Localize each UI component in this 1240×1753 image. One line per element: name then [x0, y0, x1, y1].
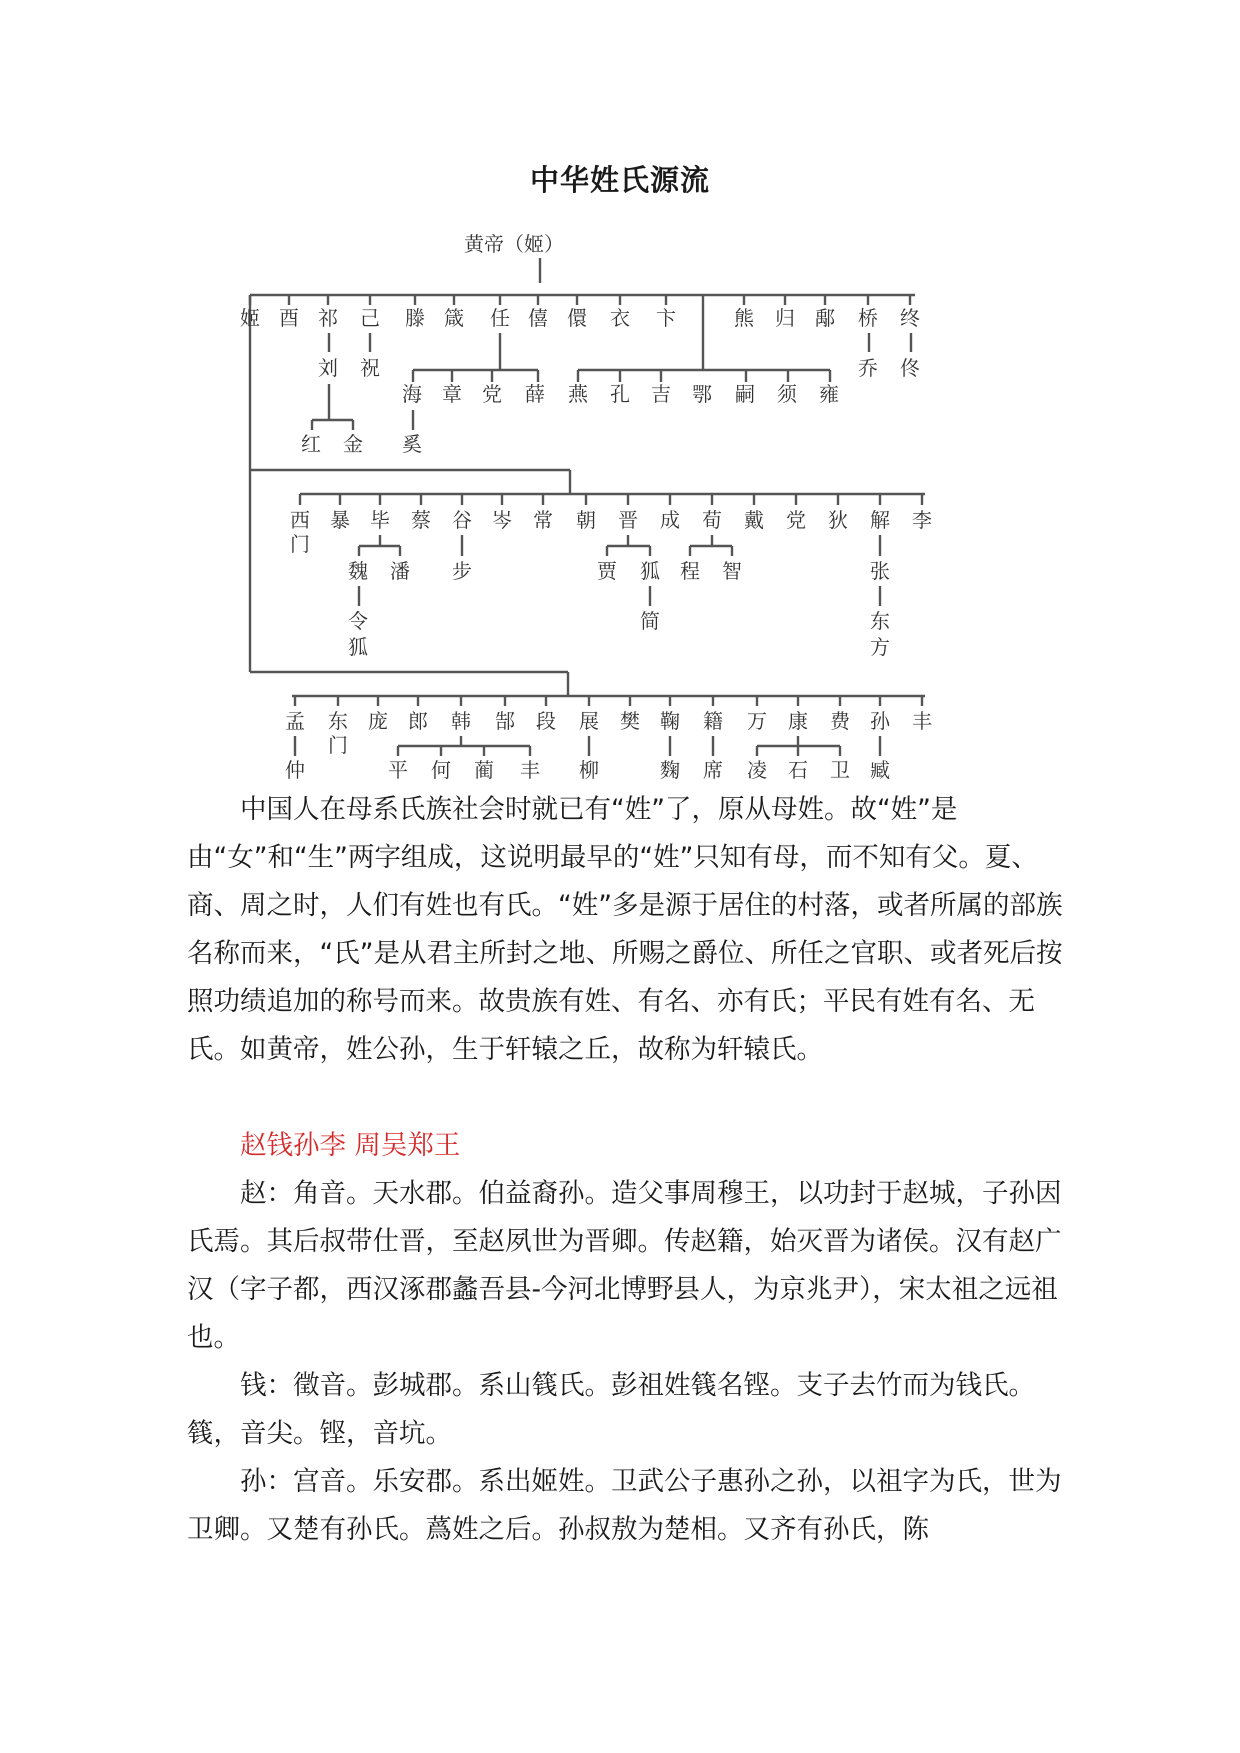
surname: 韩	[451, 709, 471, 733]
surname: 谷	[452, 508, 472, 532]
surname: 席	[703, 758, 723, 780]
surname: 万	[747, 709, 767, 733]
surname: 戴	[744, 508, 764, 532]
surname: 步	[452, 559, 472, 583]
surname: 毕	[370, 508, 390, 532]
surname: 熊	[734, 306, 754, 330]
surname: 丰	[520, 758, 540, 780]
row1-surnames	[240, 306, 920, 330]
surname: 卫	[830, 758, 850, 780]
surname: 狄	[828, 508, 848, 532]
surname: 成	[660, 508, 680, 532]
surname: 儇	[567, 306, 587, 330]
surname: 须	[777, 382, 797, 406]
surname: 孟	[285, 709, 305, 733]
surname: 党	[786, 508, 806, 532]
surname: 金	[343, 432, 363, 456]
surname: 郜	[495, 709, 515, 733]
surname: 桥	[858, 306, 878, 330]
surname: 贾	[597, 559, 617, 583]
surname: 狐	[640, 559, 660, 583]
surname: 刘	[318, 356, 338, 380]
surname: 常	[533, 508, 553, 532]
surname: 暴	[330, 508, 350, 532]
paragraph-zhao: 赵：角音。天水郡。伯益裔孙。造父事周穆王，以功封于赵城，子孙因氏焉。其后叔带仕晋，至赵夙世为晋卿。传赵籍，始灭晋为诸侯。汉有赵广汉（字子都，西汉涿郡蠡吾县-今河北博野县人，为京兆尹），宋太祖之远祖也。	[187, 1178, 1062, 1353]
row2-surnames	[290, 508, 932, 556]
surname: 康	[788, 709, 808, 733]
surname: 僖	[528, 306, 548, 330]
surname: 樊	[620, 709, 640, 733]
surname: 蔡	[411, 508, 431, 532]
surname: 雍	[819, 382, 839, 406]
surname: 门	[290, 532, 310, 556]
paragraph-sun: 孙：宫音。乐安郡。系出姬姓。卫武公子惠孙之孙，以祖字为氏，世为卫卿。又楚有孙氏。蔿姓之后。孙叔敖为楚相。又齐有孙氏，陈	[187, 1466, 1062, 1545]
surname: 智	[722, 559, 742, 583]
surname: 丰	[912, 709, 932, 733]
surname: 门	[328, 733, 348, 757]
surname: 滕	[405, 306, 425, 330]
row3b-surnames	[285, 758, 890, 780]
surname: 西	[290, 508, 310, 532]
intro-paragraph: 中国人在母系氏族社会时就已有“姓”了，原从母姓。故“姓”是由“女”和“生”两字组成，这说明最早的“姓”只知有母，而不知有父。夏、商、周之时，人们有姓也有氏。“姓”多是源于居住的村落，或者所属的部族名称而来，“氏”是从君主所封之地、所赐之爵位、所任之官职、或者死后按照功绩追加的称号而来。故贵族有姓、有名、亦有氏；平民有姓有名、无氏。如黄帝，姓公孙，生于轩辕之丘，故称为轩辕氏。	[187, 794, 1063, 1065]
surname: 党	[482, 382, 502, 406]
surname: 章	[442, 382, 462, 406]
surname: 衣	[610, 306, 630, 330]
surname: 狐	[348, 635, 368, 659]
surname: 潘	[390, 559, 410, 583]
article-body	[187, 786, 1067, 1554]
page-title: 中华姓氏源流	[529, 163, 710, 197]
surname: 东	[870, 609, 890, 633]
surname: 柳	[579, 758, 599, 780]
tree-root: 黄帝（姬）	[464, 232, 564, 256]
surname: 鞠	[660, 709, 680, 733]
surname: 岑	[492, 508, 512, 532]
surname: 籍	[703, 709, 723, 733]
surname: 归	[775, 306, 795, 330]
surname: 薛	[525, 382, 545, 406]
surname: 石	[788, 758, 808, 780]
surname: 张	[870, 559, 890, 583]
surname: 李	[912, 508, 932, 532]
surname: 吉	[651, 382, 671, 406]
surname: 祝	[360, 356, 380, 380]
surname: 海	[402, 382, 422, 406]
surname: 卞	[656, 306, 676, 330]
surname: 晋	[618, 508, 638, 532]
surname: 朝	[576, 508, 596, 532]
surname: 荀	[702, 508, 722, 532]
surname: 魏	[348, 559, 368, 583]
surname: 凌	[747, 758, 767, 780]
surname: 任	[490, 306, 510, 330]
surname: 郎	[408, 709, 428, 733]
surname: 嗣	[735, 382, 755, 406]
surname: 仲	[285, 758, 305, 780]
surname: 段	[536, 709, 556, 733]
surname: 简	[640, 609, 660, 633]
surname: 臧	[870, 758, 890, 780]
surname: 燕	[568, 382, 588, 406]
surname: 红	[301, 432, 321, 456]
genealogy-tree	[0, 0, 1240, 780]
surname: 方	[870, 635, 890, 659]
surname: 蔺	[474, 758, 494, 780]
surname: 鄂	[692, 382, 712, 406]
surname: 麴	[660, 758, 680, 780]
surname: 程	[680, 559, 700, 583]
surname: 令	[348, 609, 368, 633]
surname: 佟	[900, 356, 920, 380]
surname: 费	[830, 709, 850, 733]
surname: 庞	[368, 709, 388, 733]
surname: 终	[900, 306, 920, 330]
surname: 孔	[610, 382, 630, 406]
surname: 鄅	[815, 306, 835, 330]
surname: 孙	[870, 709, 890, 733]
surname: 姬	[240, 306, 260, 330]
surname: 展	[579, 709, 599, 733]
surname: 祁	[318, 306, 338, 330]
paragraph-qian: 钱：徵音。彭城郡。系山篯氏。彭祖姓篯名铿。支子去竹而为钱氏。篯，音尖。铿，音坑。	[187, 1370, 1035, 1449]
row3-surnames	[285, 709, 932, 757]
surname: 奚	[402, 432, 422, 456]
surname: 己	[360, 306, 380, 330]
section-heading: 赵钱孙李 周吴郑王	[240, 1130, 461, 1161]
surname: 乔	[858, 356, 878, 380]
surname: 平	[388, 758, 408, 780]
surname: 箴	[444, 306, 464, 330]
surname: 东	[328, 709, 348, 733]
surname: 酉	[279, 306, 299, 330]
surname: 何	[431, 758, 451, 780]
surname: 解	[870, 508, 890, 532]
